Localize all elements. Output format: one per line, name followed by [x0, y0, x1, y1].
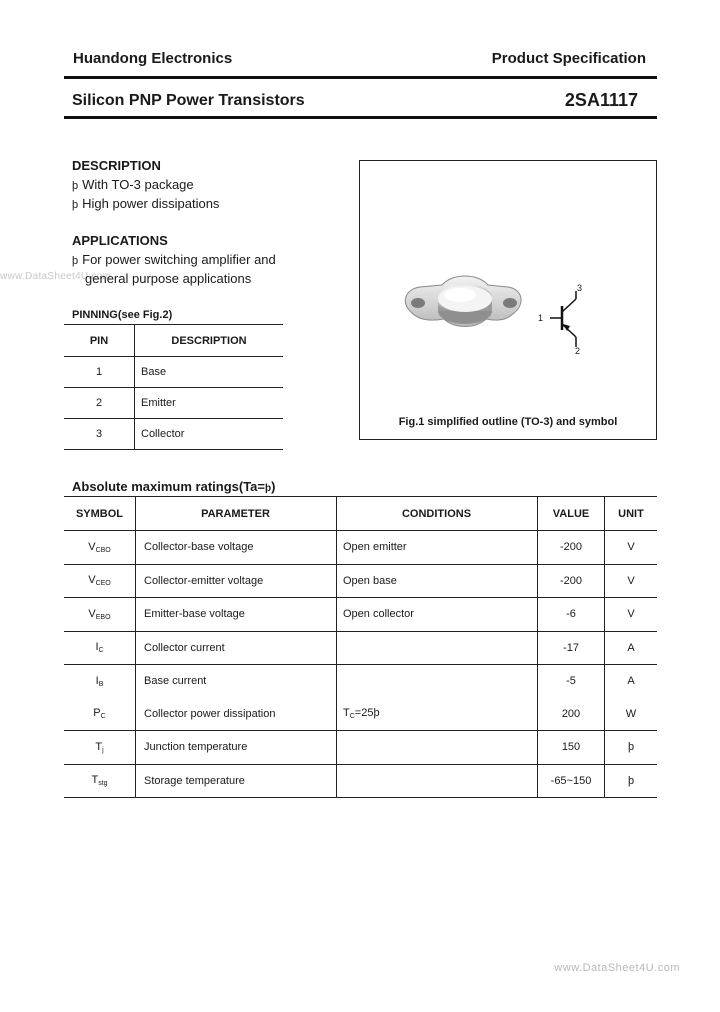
bullet-icon: þ — [72, 180, 79, 192]
conditions-cell — [337, 665, 538, 698]
unit-cell: V — [605, 531, 658, 565]
symbol-cell: $P_C$ — [64, 698, 136, 731]
degree-glyph: þ — [265, 483, 272, 494]
applications-item-continued: general purpose applications — [85, 271, 252, 286]
symbol-cell: $T_j$ — [64, 731, 136, 765]
pin-label-base: 1 — [538, 313, 544, 323]
conditions-cell — [337, 631, 538, 665]
figure-box — [359, 160, 657, 440]
applications-item: þ For power switching amplifier and — [72, 252, 276, 267]
ratings-table — [64, 496, 657, 798]
pin-number: 1 — [64, 357, 135, 388]
pin-description: Base — [135, 357, 284, 388]
symbol-cell: $V_{CEO}$ — [64, 564, 136, 598]
table-row — [64, 388, 283, 419]
unit-cell: V — [605, 564, 658, 598]
unit-cell: A — [605, 631, 658, 665]
description-heading: DESCRIPTION — [72, 158, 161, 173]
unit-cell: A — [627, 675, 635, 688]
pinning-heading: PINNING(see Fig.2) — [72, 309, 173, 321]
to3-package-image — [360, 161, 656, 401]
product-title: Silicon PNP Power Transistors — [72, 92, 305, 109]
unit-column-header: UNIT — [605, 497, 658, 531]
pin-description: Collector — [135, 419, 284, 450]
conditions-cell: Open emitter — [337, 531, 538, 565]
table-row — [64, 598, 657, 632]
table-row — [64, 764, 657, 798]
pin-number: 2 — [64, 388, 135, 419]
description-column-header: DESCRIPTION — [135, 325, 284, 357]
symbol-cell: $T_{stg}$ — [64, 764, 136, 798]
unit-cell: þ — [605, 764, 658, 798]
document-type: Product Specification — [491, 50, 646, 67]
parameter-cell: Junction temperature — [136, 731, 337, 765]
pin-column-header: PIN — [64, 325, 135, 357]
table-row — [64, 731, 657, 765]
table-row — [64, 357, 283, 388]
description-item: þ With TO-3 package — [72, 177, 194, 192]
table-row — [64, 665, 657, 698]
conditions-column-header: CONDITIONS — [337, 497, 538, 531]
conditions-cell: $T_C=25þ$ — [337, 698, 538, 731]
value-cell: -17 — [538, 631, 605, 665]
watermark-bottom: www.DataSheet4U.com — [554, 962, 680, 974]
symbol-cell: $I_C$ — [64, 631, 136, 665]
symbol-cell: $I_B$ — [64, 665, 136, 698]
parameter-cell: Collector-emitter voltage — [136, 564, 337, 598]
value-cell: -65~150 — [538, 764, 605, 798]
pin-label-emitter: 2 — [575, 346, 581, 356]
parameter-cell: Collector power dissipation — [136, 698, 337, 731]
table-row — [64, 698, 657, 731]
parameter-cell: Emitter-base voltage — [136, 598, 337, 632]
bullet-icon: þ — [72, 255, 79, 267]
parameter-cell: Storage temperature — [136, 764, 337, 798]
unit-cell: þ — [605, 731, 658, 765]
symbol-cell: $V_{CBO}$ — [64, 531, 136, 565]
applications-heading: APPLICATIONS — [72, 233, 168, 248]
pin-label-collector: 3 — [577, 283, 583, 293]
conditions-cell — [337, 731, 538, 765]
parameter-cell: Collector current — [136, 631, 337, 665]
description-item: þ High power dissipations — [72, 196, 220, 211]
ratings-heading: Absolute maximum ratings(Ta=þ) — [72, 479, 276, 494]
figure-caption: Fig.1 simplified outline (TO-3) and symbol — [398, 416, 618, 428]
conditions-cell — [337, 764, 538, 798]
value-cell: 150 — [538, 731, 605, 765]
table-row — [64, 531, 657, 565]
table-row — [64, 631, 657, 665]
table-row — [64, 564, 657, 598]
pnp-transistor-symbol-icon — [530, 279, 610, 369]
value-cell: -200 — [538, 531, 605, 565]
parameter-cell: Base current — [136, 665, 337, 698]
table-row — [64, 419, 283, 450]
conditions-cell: Open collector — [337, 598, 538, 632]
pin-description: Emitter — [135, 388, 284, 419]
value-cell: -6 — [538, 598, 605, 632]
title-rule — [64, 116, 657, 119]
unit-cell: W — [605, 698, 658, 731]
symbol-column-header: SYMBOL — [64, 497, 136, 531]
value-cell: 200 — [538, 698, 605, 731]
value-column-header: VALUE — [538, 497, 605, 531]
company-name: Huandong Electronics — [73, 50, 233, 67]
unit-cell: V — [605, 598, 658, 632]
conditions-cell: Open base — [337, 564, 538, 598]
header-rule — [64, 76, 657, 79]
watermark-left: www.DataSheet4U.com — [0, 271, 112, 282]
value-cell: -5 — [538, 665, 605, 698]
pin-number: 3 — [64, 419, 135, 450]
bullet-icon: þ — [72, 199, 79, 211]
parameter-column-header: PARAMETER — [136, 497, 337, 531]
part-number: 2SA1117 — [564, 90, 638, 110]
symbol-cell: $V_{EBO}$ — [64, 598, 136, 632]
parameter-cell: Collector-base voltage — [136, 531, 337, 565]
value-cell: -200 — [538, 564, 605, 598]
pinning-table — [64, 324, 283, 450]
